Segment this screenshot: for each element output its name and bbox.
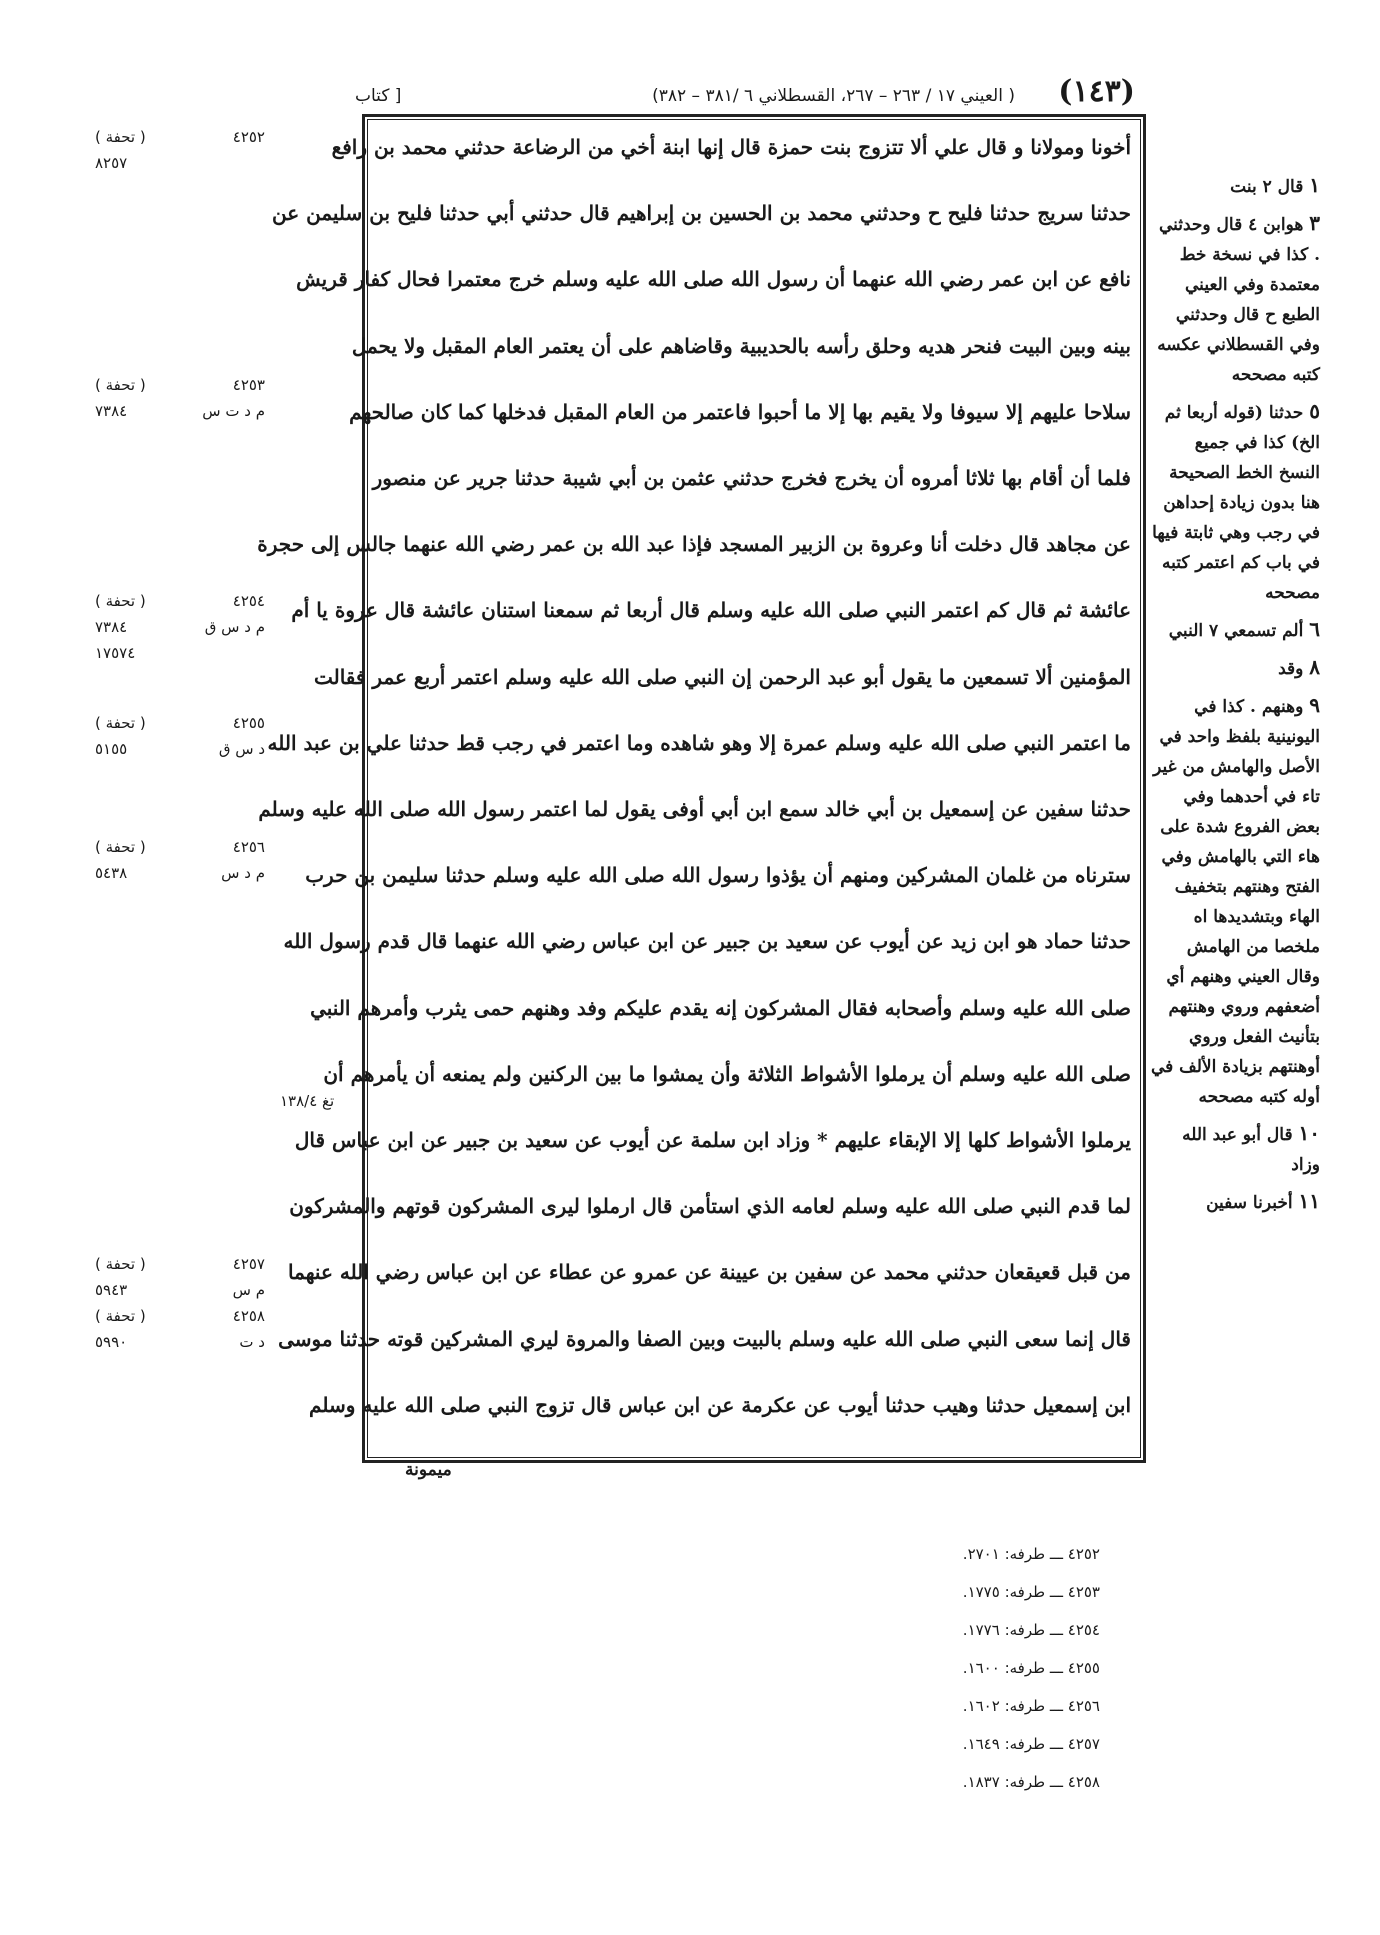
header-references: ( العيني ١٧ / ٢٦٣ – ٢٦٧، القسطلاني ٦ /٣٨١ – ٣٨٢) (652, 86, 1015, 106)
reference-group (95, 376, 265, 428)
reference-cell: ( تحفة ) (95, 714, 146, 732)
text-line: نافع عن ابن عمر رضي الله عنهما أن رسول الله صلى الله عليه وسلم خرج معتمرا فحال كفار قريش (296, 267, 1131, 292)
margin-note-text: قال أبو عبد الله وزاد (1182, 1125, 1320, 1175)
margin-reference-tagh: تغ ١٣٨/٤ (280, 1092, 335, 1110)
margin-note (1150, 652, 1320, 684)
margin-note-number: ٩ (1309, 693, 1320, 717)
margin-note-number: ٣ (1309, 211, 1320, 235)
margin-note-number: ٥ (1309, 399, 1320, 423)
margin-note-number: ٦ (1309, 617, 1320, 641)
reference-cell: ٥٤٣٨ (95, 864, 128, 882)
reference-cell: م د ت س (202, 402, 265, 420)
footnote: ٤٢٥٢ ـــ طرفه: ٢٧٠١. (962, 1545, 1100, 1563)
margin-note (1150, 396, 1320, 608)
text-line: أخونا ومولانا و قال علي ألا تتزوج بنت حمزة قال إنها ابنة أخي من الرضاعة حدثني محمد بن رافع (331, 135, 1131, 159)
footnotes (900, 1535, 1100, 1801)
text-line: فلما أن أقام بها ثلاثا أمروه أن يخرج فخرج حدثني عثمن بن أبي شيبة حدثنا جرير عن منصور (372, 466, 1131, 490)
reference-cell: ٤٢٥٣ (232, 376, 265, 394)
reference-cell: ٤٢٥٦ (232, 838, 265, 856)
margin-note-number: ١٠ (1298, 1121, 1320, 1145)
text-line: بينه وبين البيت فنحر هديه وحلق رأسه بالحديبية وقاضاهم على أن يعتمر العام المقبل ولا يحمل (351, 333, 1131, 358)
reference-cell: ٤٢٥٧ (232, 1255, 265, 1273)
margin-note-text: ألم تسمعي ٧ النبي (1168, 621, 1304, 641)
reference-group (95, 838, 265, 890)
reference-row (95, 402, 265, 428)
reference-group (95, 1255, 265, 1359)
reference-cell: ( تحفة ) (95, 838, 146, 856)
reference-row (95, 1281, 265, 1307)
margin-note (1150, 170, 1320, 202)
book-title: [ كتاب (355, 86, 402, 106)
reference-row (95, 154, 265, 180)
reference-cell: ٥٩٩٠ (95, 1333, 128, 1351)
reference-group (95, 128, 265, 180)
reference-group (95, 714, 265, 766)
reference-cell: ٤٢٥٢ (232, 128, 265, 146)
margin-note-text: وقد (1278, 659, 1304, 679)
text-line: ابن إسمعيل حدثنا وهيب حدثنا أيوب عن عكرمة عن ابن عباس قال تزوج النبي صلى الله عليه وسلم (309, 1392, 1131, 1417)
page-number: (١٤٣) (1058, 74, 1135, 109)
reference-cell: ٧٣٨٤ (95, 402, 128, 420)
reference-cell: د س ق (218, 740, 265, 758)
margin-note-text: وهنهم . كذا في اليونينية بلفظ واحد في الأصل والهامش من غير تاء في أحدهما وفي بعض الفروع شدة على هاء التي بالهامش وفي الفتح وهنتهم بتخفيف الهاء وبتشديدها اه ملخصا من الهامش وقال العيني وهنهم أي أضعفهم وروي وهنتهم بتأنيث الفعل وروي أوهنتهم بزيادة الألف في أوله كتبه مصححه (1150, 697, 1320, 1107)
reference-cell: ١٧٥٧٤ (95, 644, 136, 662)
reference-cell: ٤٢٥٤ (232, 592, 265, 610)
text-line: لما قدم النبي صلى الله عليه وسلم لعامه الذي استأمن قال ارملوا ليرى المشركون قوتهم والمشركون (289, 1194, 1131, 1219)
text-line: سلاحا عليهم إلا سيوفا ولا يقيم بها إلا ما أحبوا فاعتمر من العام المقبل فدخلها كما كان صالحهم (349, 399, 1131, 424)
text-line: حدثنا سفين عن إسمعيل بن أبي خالد سمع ابن أبي أوفى يقول لما اعتمر رسول الله صلى الله عليه وسلم (258, 797, 1131, 821)
reference-cell: ٧٣٨٤ (95, 618, 128, 636)
reference-cell: ( تحفة ) (95, 1307, 146, 1325)
text-line: يرملوا الأشواط كلها إلا الإبقاء عليهم * وزاد ابن سلمة عن أيوب عن سعيد بن جبير عن ابن عباس قال (294, 1128, 1131, 1152)
text-line: حدثنا حماد هو ابن زيد عن أيوب عن سعيد بن جبير عن ابن عباس رضي الله عنهما قال قدم رسول الله (283, 929, 1131, 954)
margin-note-text: هوابن ٤ قال وحدثني . كذا في نسخة خط معتمدة وفي العيني الطبع ح قال وحدثني وفي القسطلاني عكسه كتبه مصححه (1157, 215, 1320, 385)
reference-row (95, 740, 265, 766)
reference-group (95, 592, 265, 670)
text-line: من قبل قعيقعان حدثني محمد عن سفين بن عيينة عن عمرو عن عطاء عن ابن عباس رضي الله عنهما (288, 1260, 1131, 1285)
margin-note-text: حدثنا (قوله أربعا ثم الخ) كذا في جميع النسخ الخط الصحيحة هنا بدون زيادة إحداهن في رجب وهي ثابتة فيها في باب كم اعتمر كتبه مصححه (1152, 403, 1320, 603)
reference-cell: ٥١٥٥ (95, 740, 128, 758)
text-line: ما اعتمر النبي صلى الله عليه وسلم عمرة إلا وهو شاهده وما اعتمر في رجب قط حدثنا علي بن عبد الله (267, 730, 1131, 755)
margin-note (1150, 208, 1320, 390)
page-header (355, 74, 1135, 114)
reference-cell: ( تحفة ) (95, 128, 146, 146)
reference-row (95, 1255, 265, 1281)
footnote: ٤٢٥٥ ـــ طرفه: ١٦٠٠. (962, 1659, 1100, 1677)
reference-row (95, 644, 265, 670)
text-line: صلى الله عليه وسلم أن يرملوا الأشواط الثلاثة وأن يمشوا ما بين الركنين ولم يمنعه أن يأمرهم أن (323, 1061, 1131, 1086)
margin-note-number: ٨ (1309, 655, 1320, 679)
footnote: ٤٢٥٨ ـــ طرفه: ١٨٣٧. (962, 1773, 1100, 1791)
margin-note-number: ١١ (1298, 1189, 1320, 1213)
reference-row (95, 1333, 265, 1359)
text-line: حدثنا سريج حدثنا فليح ح وحدثني محمد بن الحسين بن إبراهيم قال حدثني أبي حدثنا فليح بن سليمن عن (271, 201, 1131, 226)
reference-row (95, 714, 265, 740)
text-line: صلى الله عليه وسلم وأصحابه فقال المشركون إنه يقدم عليكم وفد وهنهم حمى يثرب وأمرهم النبي (310, 995, 1131, 1020)
catchword: ميمونة (405, 1460, 452, 1480)
reference-row (95, 592, 265, 618)
reference-cell: م س (232, 1281, 265, 1299)
margin-note (1150, 614, 1320, 646)
text-line: قال إنما سعى النبي صلى الله عليه وسلم بالبيت وبين الصفا والمروة ليري المشركين قوته حدثنا موسى (278, 1326, 1131, 1351)
reference-row (95, 838, 265, 864)
text-line: عن مجاهد قال دخلت أنا وعروة بن الزبير المسجد فإذا عبد الله بن عمر رضي الله عنهما جالس إلى حجرة (257, 532, 1131, 557)
reference-cell: ( تحفة ) (95, 1255, 146, 1273)
reference-row (95, 618, 265, 644)
reference-cell: د ت (239, 1333, 265, 1351)
text-line: عائشة ثم قال كم اعتمر النبي صلى الله عليه وسلم قال أربعا ثم سمعنا استنان عائشة قال عروة يا أم (291, 598, 1131, 623)
margin-notes (1150, 170, 1320, 1224)
text-line: سترناه من غلمان المشركين ومنهم أن يؤذوا رسول الله صلى الله عليه وسلم حدثنا سليمن بن حرب (305, 863, 1131, 888)
reference-cell: ٥٩٤٣ (95, 1281, 128, 1299)
margin-note (1150, 690, 1320, 1112)
reference-row (95, 864, 265, 890)
reference-cell: ( تحفة ) (95, 376, 146, 394)
margin-note-number: ١ (1309, 173, 1320, 197)
reference-row (95, 376, 265, 402)
margin-note (1150, 1186, 1320, 1218)
reference-row (95, 128, 265, 154)
reference-row (95, 1307, 265, 1333)
reference-cell: ٨٢٥٧ (95, 154, 128, 172)
reference-cell: ٤٢٥٥ (232, 714, 265, 732)
reference-cell: ( تحفة ) (95, 592, 146, 610)
reference-cell: م د س ق (204, 618, 265, 636)
text-line: المؤمنين ألا تسمعين ما يقول أبو عبد الرحمن إن النبي صلى الله عليه وسلم اعتمر أربع عمر فقالت (313, 664, 1131, 689)
footnote: ٤٢٥٧ ـــ طرفه: ١٦٤٩. (962, 1735, 1100, 1753)
footnote: ٤٢٥٦ ـــ طرفه: ١٦٠٢. (962, 1697, 1100, 1715)
reference-cell: ٤٢٥٨ (232, 1307, 265, 1325)
footnote: ٤٢٥٣ ـــ طرفه: ١٧٧٥. (962, 1583, 1100, 1601)
margin-note-text: أخبرنا سفين (1206, 1193, 1293, 1213)
margin-note (1150, 1118, 1320, 1180)
reference-cell: م د س (221, 864, 265, 882)
footnote: ٤٢٥٤ ـــ طرفه: ١٧٧٦. (962, 1621, 1100, 1639)
margin-note-text: قال ٢ بنت (1230, 177, 1304, 197)
